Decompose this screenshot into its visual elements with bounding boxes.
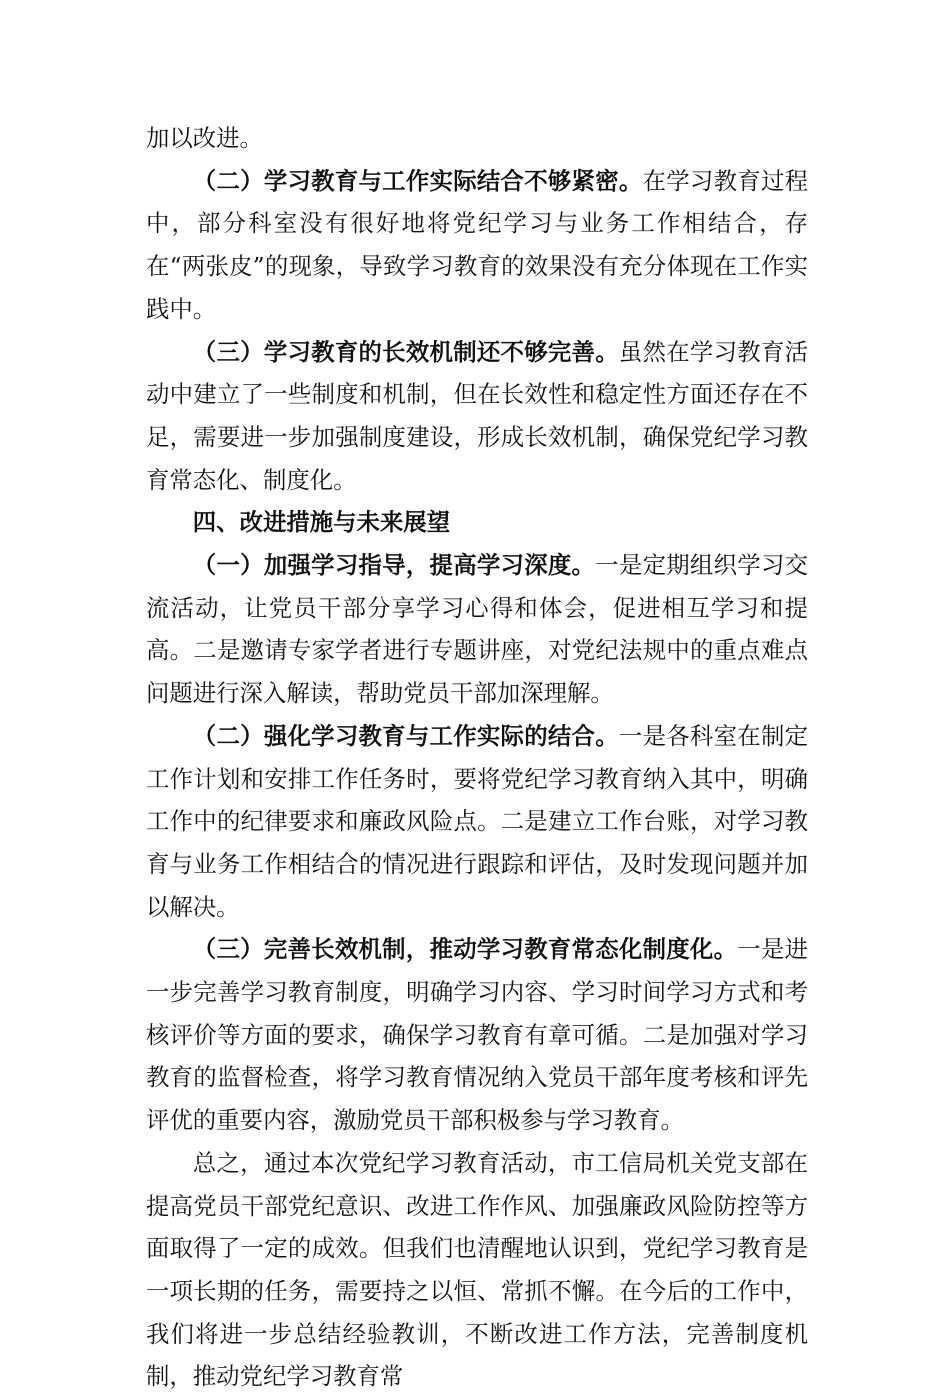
conclusion-paragraph [146, 1142, 808, 1398]
item-text: 虽然在学习教育活动中建立了一些制度和机制，但在长效性和稳定性方面还存在不足，需要进一步加强制度建设，形成长效机制，确保党纪学习教育常态化、制度化。 [146, 337, 809, 494]
paragraph-section3-item3 [146, 331, 808, 502]
item-title: （二）学习教育与工作实际结合不够紧密。 [192, 166, 643, 195]
section-heading: 四、改进措施与未来展望 [192, 508, 451, 537]
paragraph-section4-item1 [146, 544, 808, 715]
item-title: （三）完善长效机制，推动学习教育常态化制度化。 [192, 935, 738, 964]
conclusion-text: 总之，通过本次党纪学习教育活动，市工信局机关党支部在提高党员干部党纪意识、改进工作作风、加强廉政风险防控等方面取得了一定的成效。但我们也清醒地认识到，党纪学习教育是一项长期的任务，需要持之以恒、常抓不懈。在今后的工作中，我们将进一步总结经验教训，不断改进工作方法，完善制度机制，推动党纪学习教育常 [146, 1148, 808, 1391]
document-body [146, 117, 808, 1398]
continued-text: 加以改进。 [146, 124, 263, 152]
item-text: 在学习教育过程中，部分科室没有很好地将党纪学习与业务工作相结合，存在“两张皮”的现象，导致学习教育的效果没有充分体现在工作实践中。 [146, 166, 809, 323]
paragraph-section4-item2 [146, 715, 808, 929]
item-text: 一是定期组织学习交流活动，让党员干部分享学习心得和体会，促进相互学习和提高。二是邀请专家学者进行专题讲座，对党纪法规中的重点难点问题进行深入解读，帮助党员干部加深理解。 [146, 551, 809, 708]
item-text: 一是各科室在制定工作计划和安排工作任务时，要将党纪学习教育纳入其中，明确工作中的纪律要求和廉政风险点。二是建立工作台账，对学习教育与业务工作相结合的情况进行跟踪和评估，及时发现问题并加以解决。 [146, 721, 809, 921]
continued-paragraph [146, 117, 808, 160]
item-title: （三）学习教育的长效机制还不够完善。 [192, 337, 619, 366]
paragraph-section3-item2 [146, 160, 808, 331]
item-title: （一）加强学习指导，提高学习深度。 [192, 551, 596, 580]
item-text: 一是进一步完善学习教育制度，明确学习内容、学习时间学习方式和考核评价等方面的要求，确保学习教育有章可循。二是加强对学习教育的监督检查，将学习教育情况纳入党员干部年度考核和评先评优的重要内容，激励党员干部积极参与学习教育。 [146, 935, 809, 1135]
item-title: （二）强化学习教育与工作实际的结合。 [192, 721, 619, 750]
paragraph-section4-item3 [146, 928, 808, 1142]
